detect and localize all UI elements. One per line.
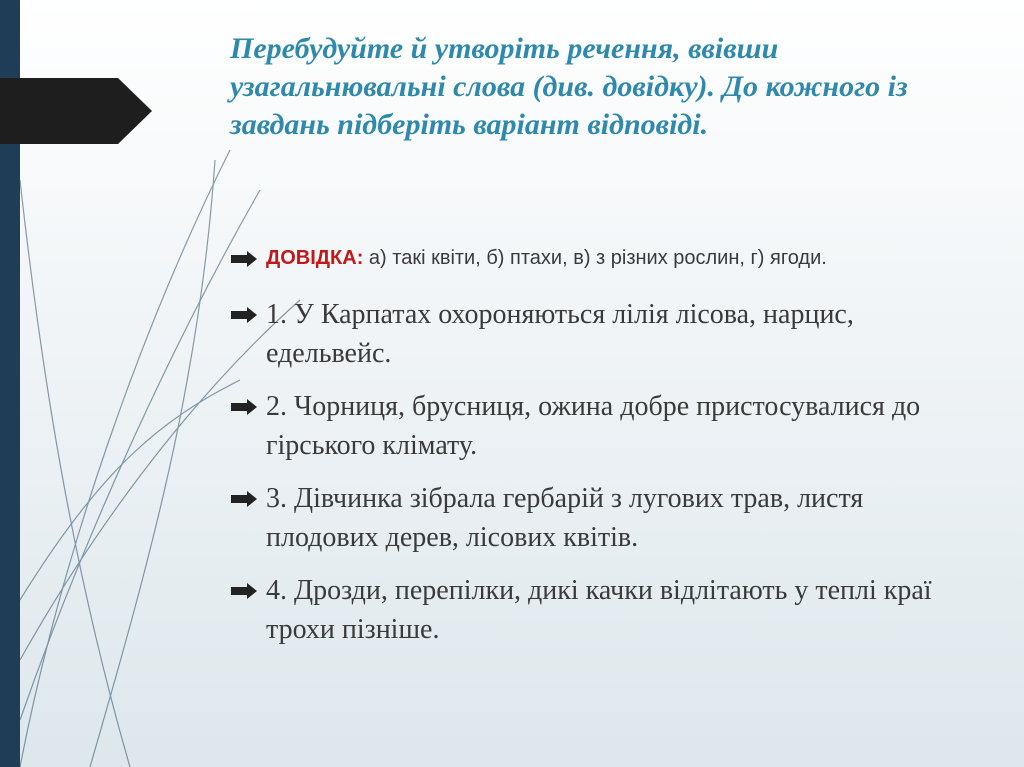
sentence-item-2: [230, 387, 960, 465]
reference-text: а) такі квіти, б) птахи, в) з різних рослин, г) ягоди.: [363, 247, 827, 269]
sentence-item-4: [230, 571, 960, 649]
reference-label: ДОВІДКА:: [266, 247, 364, 269]
sentence-text: 3. Дівчинка зібрала гербарій з лугових трав, листя плодових дерев, лісових квітів.: [266, 483, 864, 553]
slide-title: Перебудуйте й утворіть речення, ввівши узагальнювальні слова (див. довідку). До кожного із завдань підберіть варіант відповіді.: [230, 32, 908, 141]
sentence-text: 2. Чорниця, брусниця, ожина добре пристосувалися до гірського клімату.: [266, 391, 921, 461]
arrow-bullet-icon: [230, 491, 258, 507]
content-list: [230, 244, 960, 663]
arrow-bullet-icon: [230, 307, 258, 323]
sentence-text: 1. У Карпатах охороняються лілія лісова, нарцис, едельвейс.: [266, 299, 854, 369]
arrow-bullet-icon: [230, 251, 258, 267]
arrow-bullet-icon: [230, 399, 258, 415]
sentence-text: 4. Дрозди, перепілки, дикі качки відлітають у теплі краї трохи пізніше.: [266, 575, 932, 645]
sentence-item-1: [230, 295, 960, 373]
sentence-item-3: [230, 479, 960, 557]
slide-tab-marker: [0, 78, 152, 144]
arrow-bullet-icon: [230, 583, 258, 599]
reference-item: [230, 244, 960, 273]
